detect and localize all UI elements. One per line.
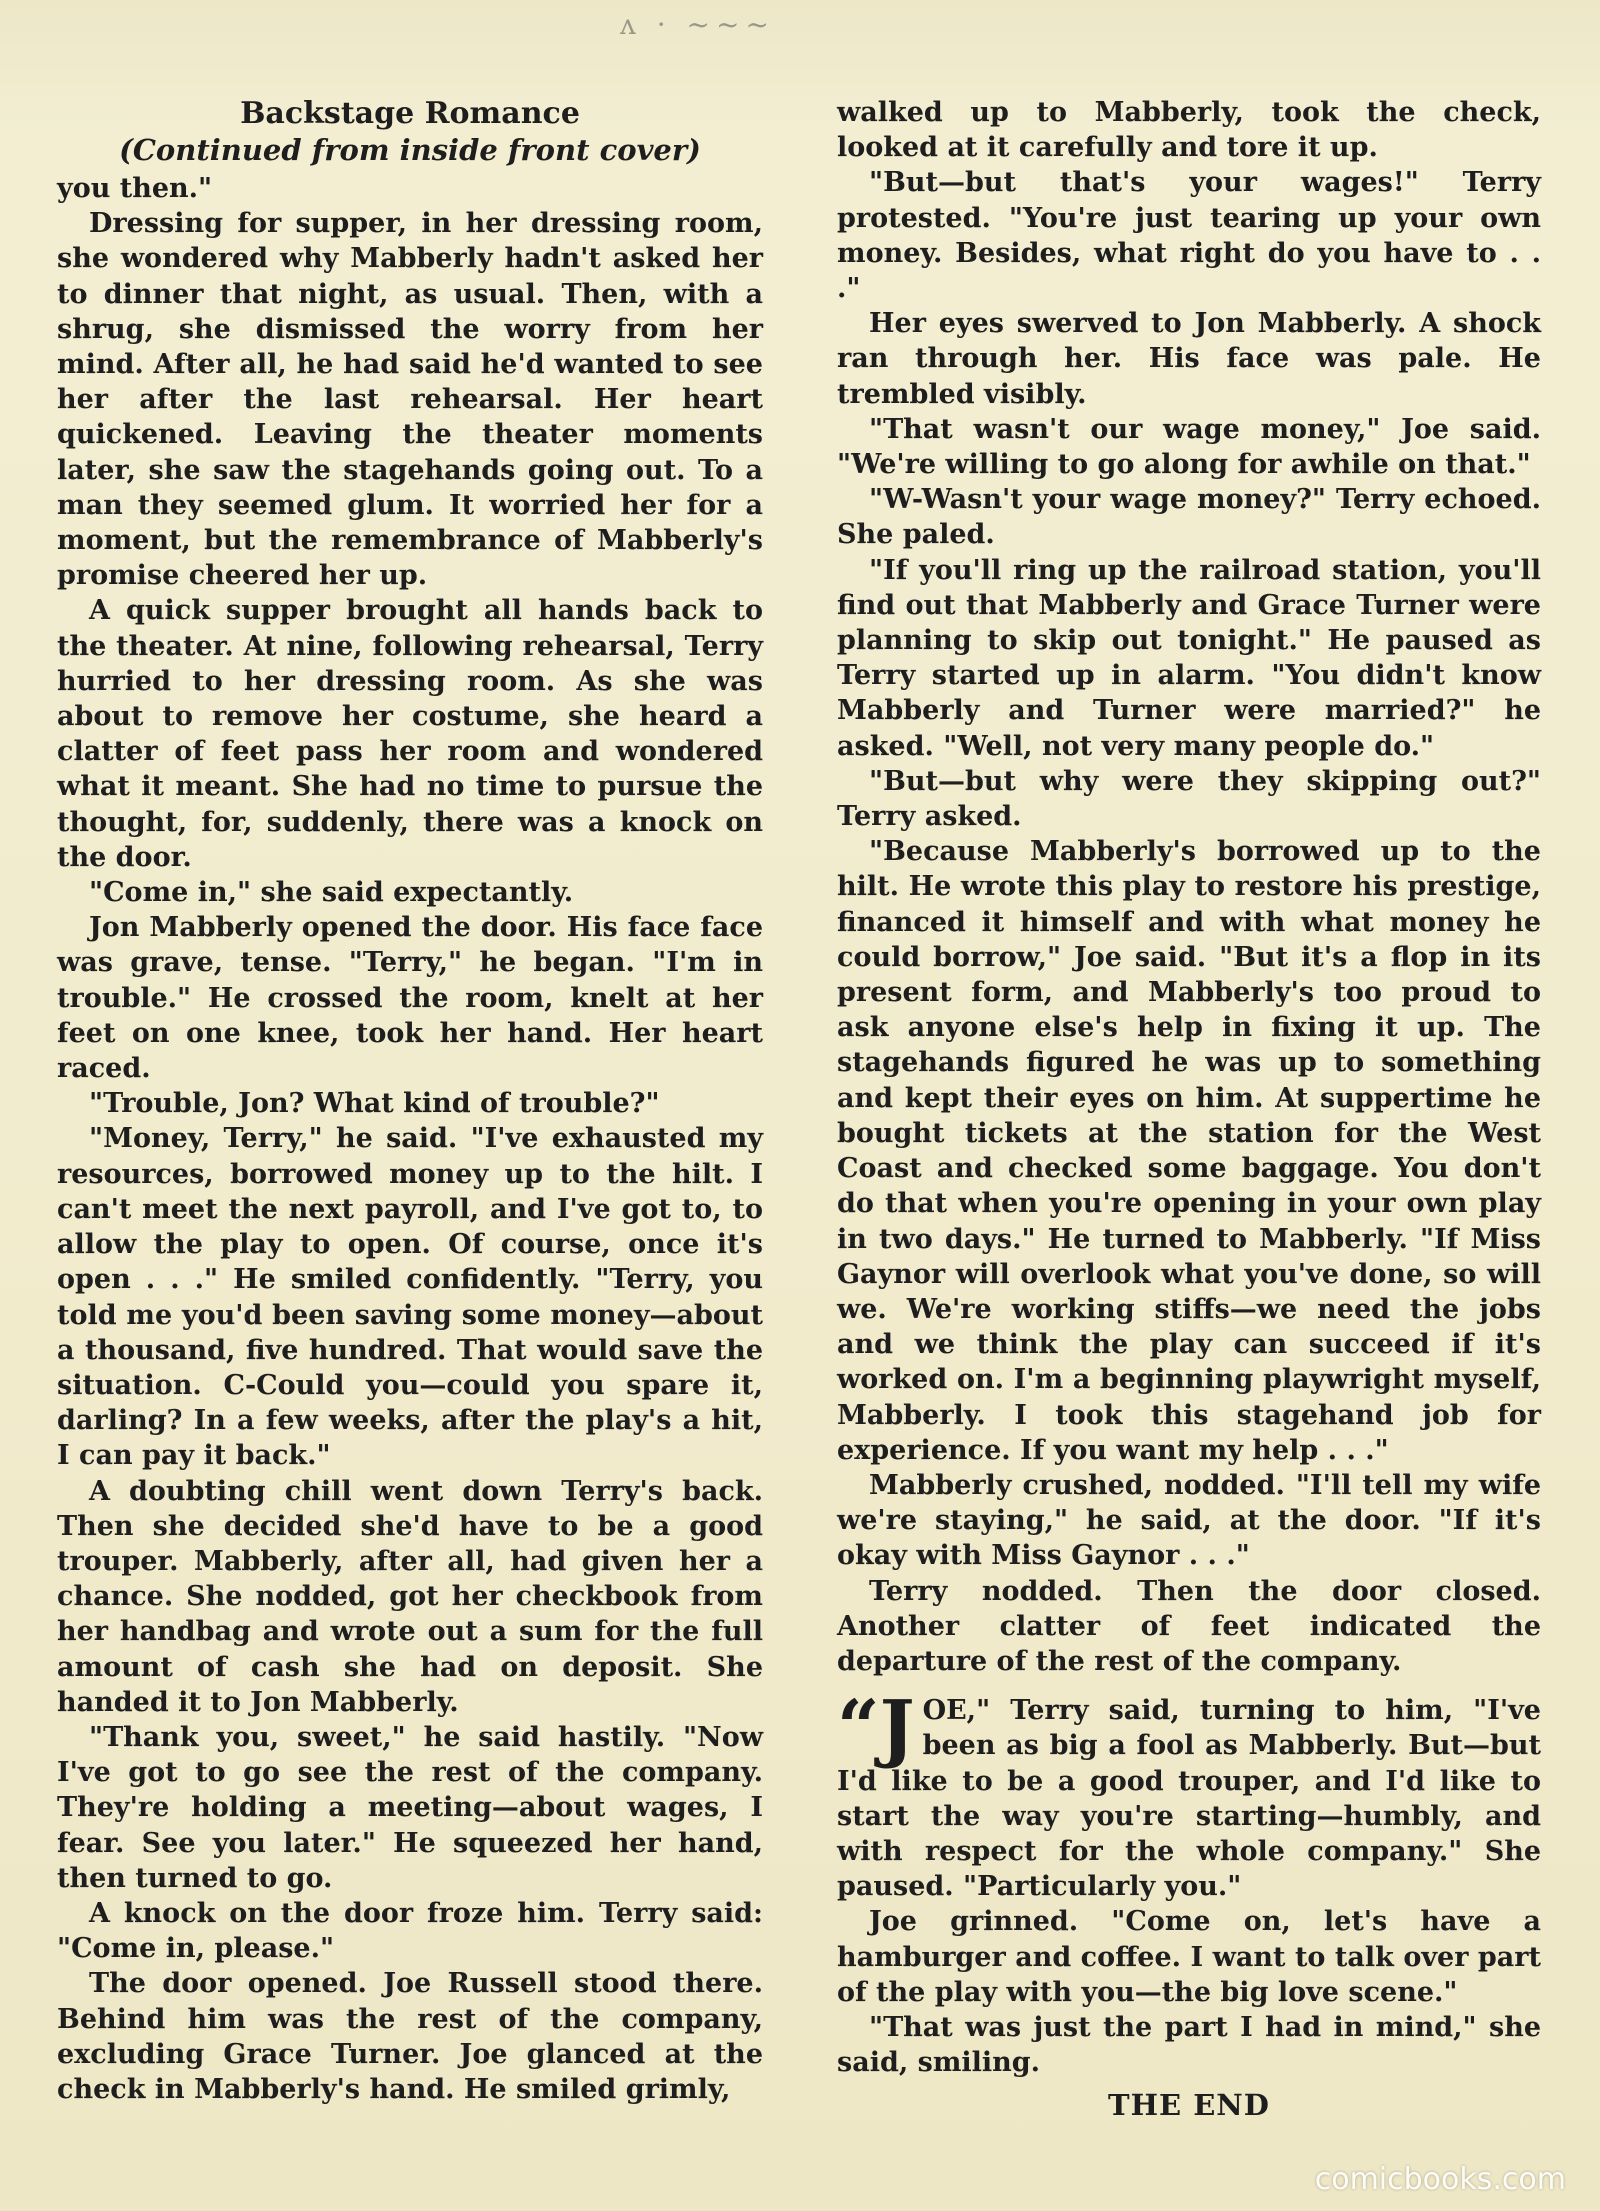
paragraph: Joe grinned. "Come on, let's have a hamburger and coffee. I want to talk over part of the play with you—the big love scene." — [837, 1906, 1541, 2008]
paragraph: "If you'll ring up the railroad station, you'll find out that Mabberly and Grace Turner were planning to skip out tonight." He paused as Terry started up in alarm. "You didn't know Mabberly and Turner were married?" he asked. "Well, not very many people do." — [837, 554, 1541, 762]
paragraph: "But—but that's your wages!" Terry protested. "You're just tearing up your own money. Besides, what right do you have to . . ." — [837, 167, 1541, 305]
paragraph: Terry nodded. Then the door closed. Another clatter of feet indicated the departure of the rest of the company. — [837, 1575, 1541, 1677]
paragraph: "Thank you, sweet," he said hastily. "Now I've got to go see the rest of the company. They're holding a meeting—about wages, I fear. See you later." He squeezed her hand, then turned to go. — [57, 1721, 763, 1894]
dropcap-letter: “J — [837, 1685, 915, 1772]
paragraph: "Come in," she said expectantly. — [89, 877, 574, 909]
paragraph: Dressing for supper, in her dressing room, she wondered why Mabberly hadn't asked her to dinner that night, as usual. Then, with a shrug, she dismissed the worry from her mind. After all, he had said he'd wanted to see her after the last rehearsal. Her heart quickened. Leaving the theater moments later, she saw the stagehands going out. To a man they seemed glum. It worried her for a moment, but the remembrance of Mabberly's promise cheered her up. — [57, 208, 763, 592]
paragraph: The door opened. Joe Russell stood there. Behind him was the rest of the company, excluding Grace Turner. Joe glanced at the check in Mabberly's hand. He smiled grimly, — [57, 1968, 763, 2105]
end-label: THE END — [1108, 2088, 1270, 2123]
right-end-paragraphs — [837, 1904, 1541, 2080]
paragraph: A quick supper brought all hands back to the theater. At nine, following rehearsal, Terry hurried to her dressing room. As she was about to remove her costume, she heard a clatter of feet pass her room and wondered what it meant. She had no time to pursue the thought, for, suddenly, there was a knock on the door. — [57, 595, 763, 873]
paragraph: "Money, Terry," he said. "I've exhausted my resources, borrowed money up to the hilt. I can't meet the next payroll, and I've got to, to allow the play to open. Of course, once it's open . . ." He smiled confidently. "Terry, you told me you'd been saving some money—about a thousand, five hundred. That would save the situation. C-Could you—could you spare it, darling? In a few weeks, after the play's a hit, I can pay it back." — [57, 1123, 763, 1472]
dropcap-paragraph — [837, 1685, 1541, 1904]
left-column — [57, 95, 763, 2107]
article-subtitle: (Continued from inside front cover) — [119, 133, 701, 167]
paragraph: walked up to Mabberly, took the check, looked at it carefully and tore it up. — [837, 97, 1541, 164]
paragraph: "That was just the part I had in mind," she said, smiling. — [837, 2011, 1541, 2079]
right-column — [837, 95, 1541, 2124]
paragraph: Her eyes swerved to Jon Mabberly. A shock ran through her. His face was pale. He trembled visibly. — [837, 308, 1541, 410]
paragraph: you then." — [57, 173, 213, 204]
paragraph: "That wasn't our wage money," Joe said. "We're willing to go along for awhile on that." — [837, 413, 1541, 481]
watermark: comicbooks.com — [1314, 2162, 1566, 2197]
dropcap-paragraph-text: OE," Terry said, turning to him, "I've been as big a fool as Mabberly. But—but I'd like to be a good trouper, and I'd like to start the way you're starting—humbly, and with respect for the whole company." She paused. "Particularly you." — [837, 1695, 1541, 1903]
article-title: Backstage Romance — [240, 96, 580, 131]
paragraph: "But—but why were they skipping out?" Terry asked. — [837, 765, 1541, 833]
paragraph: "Because Mabberly's borrowed up to the hilt. He wrote this play to restore his prestige, financed it himself and with what money he could borrow," Joe said. "But it's a flop in its present form, and Mabberly's too proud to ask anyone else's help in fixing it up. The stagehands figured he was up to something and kept their eyes on him. At suppertime he bought tickets at the station for the West Coast and checked some baggage. You don't do that when you're opening in your own play in two days." He turned to Mabberly. "If Miss Gaynor will overlook what you've done, so will we. We're working stiffs—we need the jobs and we think the play can succeed if it's worked on. I'm a beginning playwright myself, Mabberly. I took this stagehand job for experience. If you want my help . . ." — [837, 836, 1541, 1466]
paragraph: Mabberly crushed, nodded. "I'll tell my wife we're staying," he said, at the door. "If it's okay with Miss Gaynor . . ." — [837, 1469, 1541, 1572]
paragraph: "Trouble, Jon? What kind of trouble?" — [89, 1088, 660, 1120]
left-paragraphs — [57, 171, 763, 2107]
paragraph: A doubting chill went down Terry's back. Then she decided she'd have to be a good trouper. Mabberly, after all, had given her a chance. She nodded, got her checkbook from her handbag and wrote out a sum for the full amount of cash she had on deposit. She handed it to Jon Mabberly. — [57, 1475, 763, 1718]
top-scribble: ʌ · ~~~ — [620, 8, 775, 41]
right-paragraphs — [837, 95, 1541, 1679]
paragraph: Jon Mabberly opened the door. His face face was grave, tense. "Terry," he began. "I'm in trouble." He crossed the room, knelt at her feet on one knee, took her hand. Her heart raced. — [57, 912, 763, 1085]
paragraph: A knock on the door froze him. Terry said: "Come in, please." — [57, 1897, 763, 1965]
article-header — [57, 95, 763, 167]
paragraph: "W-Wasn't your wage money?" Terry echoed. She paled. — [837, 484, 1541, 551]
